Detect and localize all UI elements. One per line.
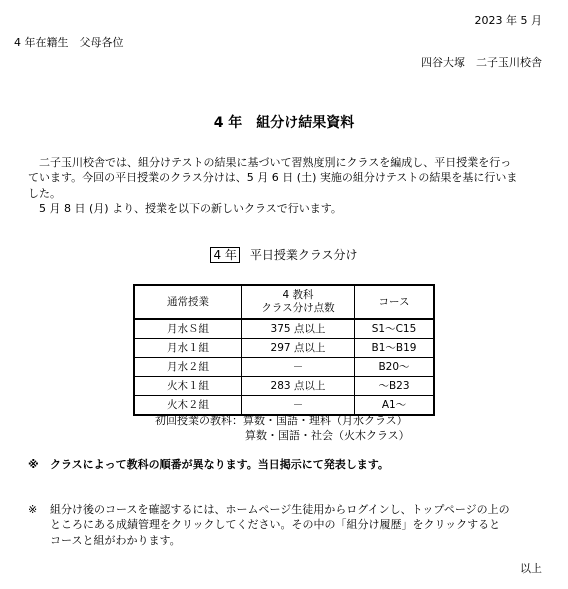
cell-score: 283 点以上 <box>242 377 355 396</box>
class-table <box>133 284 435 416</box>
cell-class: 火木１組 <box>134 377 242 396</box>
sender: 四谷大塚 二子玉川校舎 <box>421 56 542 69</box>
date: 2023 年 5 月 <box>474 14 542 27</box>
table-row <box>134 319 434 339</box>
note-2-line-3: コースと組がわかります。 <box>50 533 181 547</box>
table-row <box>134 377 434 396</box>
cell-score: 297 点以上 <box>242 339 355 358</box>
note-2-line-2: ところにある成績管理をクリックしてください。その中の「組分け履歴」をクリックすると <box>50 518 501 532</box>
cell-score: － <box>242 396 355 416</box>
cell-class: 火木２組 <box>134 396 242 416</box>
subjects-line-1: 初回授業の教科：算数・国語・理科（月水クラス） <box>155 414 408 427</box>
header-course: コース <box>355 285 435 319</box>
table-row <box>134 358 434 377</box>
cell-class: 月水１組 <box>134 339 242 358</box>
note-2-text <box>50 502 540 548</box>
cell-class: 月水Ｓ組 <box>134 319 242 339</box>
cell-course: B1～B19 <box>355 339 435 358</box>
addressee: 4 年在籍生 父母各位 <box>14 36 124 49</box>
section-title <box>0 247 568 264</box>
section-title-text: 平日授業クラス分け <box>249 248 358 262</box>
closing: 以上 <box>520 562 542 575</box>
intro-line-1: 二子玉川校舎では、組分けテストの結果に基づいて習熟度別にクラスを編成し、平日授業を行っ <box>39 156 512 169</box>
header-regular-class: 通常授業 <box>134 285 242 319</box>
note-2-line-1: 組分け後のコースを確認するには、ホームページ生徒用からログインし、トップページの上の <box>50 503 510 516</box>
cell-course: ～B23 <box>355 377 435 396</box>
note-1-text: クラスによって教科の順番が異なります。当日掲示にて発表します。 <box>50 458 389 471</box>
intro-line-3: した。 <box>28 186 61 200</box>
note-mark: ※ <box>28 458 39 471</box>
intro-line-2: ています。今回の平日授業のクラス分けは、5 月 6 日 (土) 実施の組分けテストの結果を基に行いま <box>28 171 518 185</box>
cell-course: B20～ <box>355 358 435 377</box>
header-score: 4 教科 クラス分け点数 <box>242 285 355 319</box>
grade-box: 4 年 <box>210 247 239 263</box>
cell-course: A1～ <box>355 396 435 416</box>
document-title: 4 年 組分け結果資料 <box>213 115 355 131</box>
note-mark: ※ <box>28 503 38 516</box>
start-date-paragraph: 5 月 8 日 (月) より、授業を以下の新しいクラスで行います。 <box>39 202 342 215</box>
cell-score: － <box>242 358 355 377</box>
table-header-row <box>134 285 434 319</box>
intro-paragraph <box>28 155 538 201</box>
cell-score: 375 点以上 <box>242 319 355 339</box>
subjects-line-2: 算数・国語・社会（火木クラス） <box>245 429 410 442</box>
table-row <box>134 339 434 358</box>
cell-class: 月水２組 <box>134 358 242 377</box>
cell-course: S1～C15 <box>355 319 435 339</box>
